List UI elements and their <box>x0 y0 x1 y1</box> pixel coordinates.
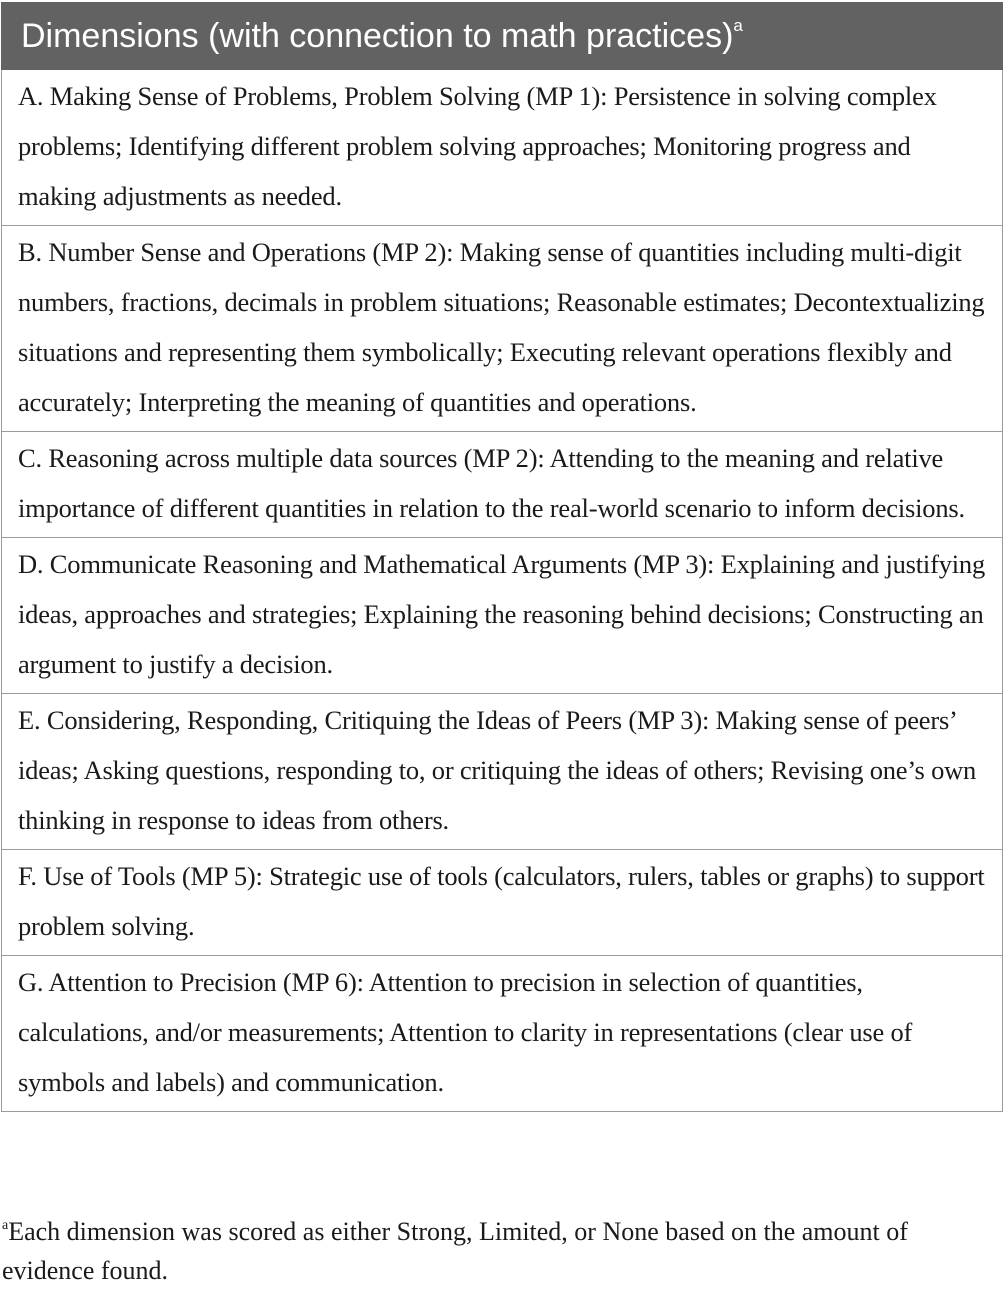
table-row-b: B. Number Sense and Operations (MP 2): Making sense of quantities including multi-digit numbers, fractions, decimals in problem situations; Reasonable estimates; Decontextualizing situations and representing them symbolically; Executing relevant operations flexibly and accurately; Interpreting the meaning of quantities and operations. <box>1 226 1003 432</box>
table-row-g: G. Attention to Precision (MP 6): Attention to precision in selection of quantities, calculations, and/or measurements; Attention to clarity in representations (clear use of symbols and labels) and communication. <box>1 956 1003 1112</box>
table-row-f: F. Use of Tools (MP 5): Strategic use of tools (calculators, rulers, tables or graphs) to support problem solving. <box>1 850 1003 956</box>
header-title: Dimensions (with connection to math practices) <box>21 17 734 55</box>
table-footnote <box>2 1212 1002 1290</box>
table-row-e: E. Considering, Responding, Critiquing the Ideas of Peers (MP 3): Making sense of peers’ ideas; Asking questions, responding to, or critiquing the ideas of others; Revising one’s own thinking in response to ideas from others. <box>1 694 1003 850</box>
table-row-d: D. Communicate Reasoning and Mathematical Arguments (MP 3): Explaining and justifying ideas, approaches and strategies; Explaining the reasoning behind decisions; Constructing an argument to justify a decision. <box>1 538 1003 694</box>
footnote-marker: a <box>2 1218 9 1233</box>
table-header <box>1 2 1003 70</box>
table-row-a: A. Making Sense of Problems, Problem Solving (MP 1): Persistence in solving complex problems; Identifying different problem solving approaches; Monitoring progress and making adjustments as needed. <box>1 70 1003 226</box>
header-footnote-marker: a <box>733 16 743 35</box>
dimensions-table <box>1 2 1003 1112</box>
footnote-text: Each dimension was scored as either Strong, Limited, or None based on the amount of evidence found. <box>2 1217 908 1285</box>
table-row-c: C. Reasoning across multiple data sources (MP 2): Attending to the meaning and relative importance of different quantities in relation to the real-world scenario to inform decisions. <box>1 432 1003 538</box>
